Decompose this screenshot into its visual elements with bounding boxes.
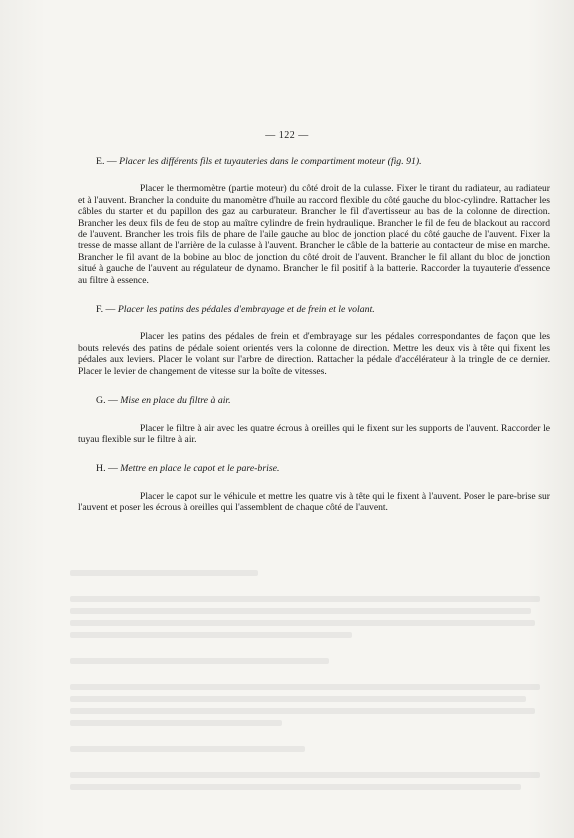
section-title-text: Mettre en place le capot et le pare-brise. [120,463,280,475]
bleed-through-text [70,570,540,810]
section-paragraph: Placer les patins des pédales de frein et d'embrayage sur les pédales correspondantes de façon que les bouts relevés des patins de pédale soient orientés vers la colonne de direction. Mettre les deux vis à tête qui fixent les pédales aux leviers. Placer le volant sur l'arbre de direction. Rattacher la pédale d'accélérateur à la tringle de ce dernier. Placer le levier de changement de vitesse sur la boîte de vitesses. [78,331,550,377]
section-heading [78,156,550,167]
section-g [78,395,550,445]
section-letter: F. — [96,304,116,316]
section-e [78,156,550,286]
section-letter: E. — [96,156,117,167]
section-letter: H. — [96,463,118,475]
section-title-text: Placer les différents fils et tuyauteries dans le compartiment moteur (fig. 91). [119,156,422,167]
section-paragraph: Placer le capot sur le véhicule et mettre les quatre vis à tête qui le fixent à l'auvent. Poser le pare-brise sur l'auvent et poser les écrous à oreilles qui l'assemblent de chaque côté de l'auvent. [78,490,550,514]
section-letter: G. — [96,395,118,407]
section-paragraph: Placer le filtre à air avec les quatre écrous à oreilles qui le fixent sur les supports de l'auvent. Raccorder le tuyau flexible sur le filtre à air. [78,422,550,445]
document-body [78,156,550,532]
section-title-text: Mise en place du filtre à air. [120,395,231,407]
section-f [78,304,550,377]
section-h [78,463,550,513]
section-title-text: Placer les patins des pédales d'embrayage et de frein et le volant. [117,304,375,316]
section-heading [78,463,550,474]
section-heading [78,304,550,315]
page-number: — 122 — [265,130,309,141]
section-heading [78,395,550,406]
section-paragraph: Placer le thermomètre (partie moteur) du côté droit de la culasse. Fixer le tirant du radiateur, au radiateur et à l'auvent. Brancher la conduite du manomètre d'huile au raccord flexible du côté gauche du bloc-cylindre. Rattacher les câbles du starter et du papillon des gaz au carburateur. Brancher le fil d'avertisseur au bas de la colonne de direction. Brancher les deux fils de feu de stop au maître cylindre de frein hydraulique. Brancher le fil de feu de blackout au raccord de l'auvent. Brancher les trois fils de phare de l'aile gauche au bloc de jonction placé du côté gauche de l'auvent. Fixer la tresse de masse allant de l'arrière de la culasse à l'auvent. Brancher le câble de la batterie au contacteur de mise en marche. Brancher le fil avant de la bobine au bloc de jonction du côté droit de l'auvent. Brancher le fil allant du bloc de jonction situé à gauche de l'auvent au régulateur de dynamo. Brancher le fil positif à la batterie. Raccorder la tuyauterie d'essence au filtre à essence. [78,183,550,286]
